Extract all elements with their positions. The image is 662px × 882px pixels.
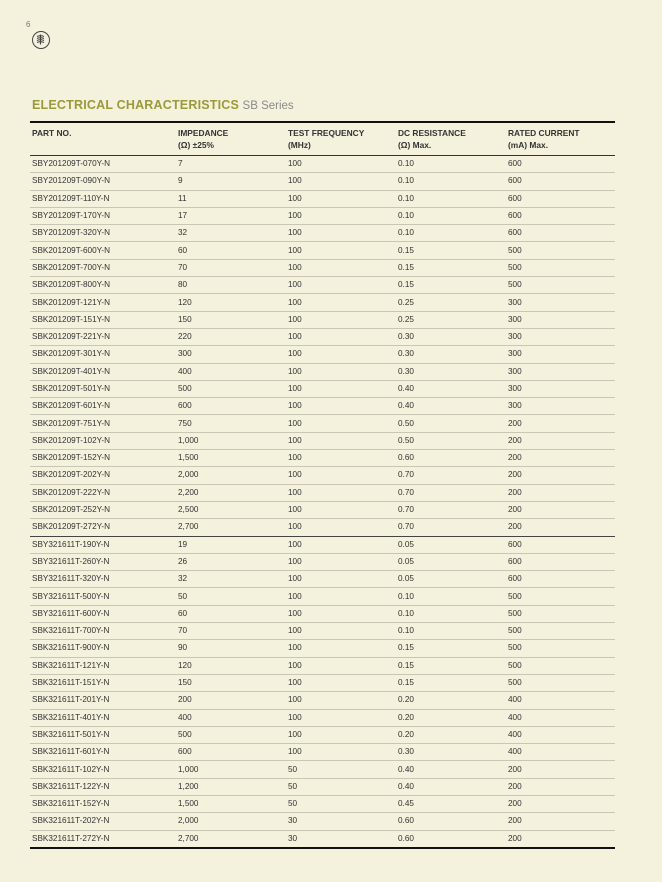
part-no-cell: SBK321611T-201Y-N [30, 692, 176, 709]
impedance-cell: 500 [176, 380, 286, 397]
test-frequency-cell: 100 [286, 657, 396, 674]
rated-current-cell: 500 [506, 674, 615, 691]
test-frequency-cell: 100 [286, 484, 396, 501]
dc-resistance-cell: 0.70 [396, 467, 506, 484]
test-frequency-cell: 100 [286, 415, 396, 432]
header-line2: (Ω) Max. [398, 140, 432, 150]
rated-current-cell: 400 [506, 692, 615, 709]
part-no-cell: SBK321611T-102Y-N [30, 761, 176, 778]
dc-resistance-cell: 0.20 [396, 726, 506, 743]
table-row [30, 225, 615, 242]
rated-current-cell: 600 [506, 571, 615, 588]
impedance-cell: 70 [176, 259, 286, 276]
impedance-cell: 60 [176, 605, 286, 622]
test-frequency-cell: 100 [286, 207, 396, 224]
dc-resistance-cell: 0.50 [396, 432, 506, 449]
rated-current-cell: 200 [506, 830, 615, 848]
dc-resistance-cell: 0.10 [396, 173, 506, 190]
part-no-cell: SBK201209T-102Y-N [30, 432, 176, 449]
rated-current-cell: 600 [506, 536, 615, 553]
table-row [30, 156, 615, 173]
table-row [30, 484, 615, 501]
header-line1: IMPEDANCE [178, 128, 229, 138]
test-frequency-cell: 100 [286, 692, 396, 709]
table-row [30, 294, 615, 311]
header-line2: (MHz) [288, 140, 311, 150]
table-row [30, 640, 615, 657]
rated-current-cell: 300 [506, 311, 615, 328]
impedance-cell: 600 [176, 744, 286, 761]
part-no-cell: SBK201209T-152Y-N [30, 450, 176, 467]
part-no-cell: SBK321611T-152Y-N [30, 795, 176, 812]
table-row [30, 605, 615, 622]
test-frequency-cell: 100 [286, 674, 396, 691]
rated-current-cell: 500 [506, 640, 615, 657]
part-no-header [30, 122, 176, 156]
impedance-cell: 19 [176, 536, 286, 553]
dc-resistance-cell: 0.20 [396, 692, 506, 709]
dc-resistance-cell: 0.05 [396, 553, 506, 570]
dc-resistance-cell: 0.10 [396, 156, 506, 173]
impedance-cell: 32 [176, 225, 286, 242]
part-no-cell: SBK201209T-751Y-N [30, 415, 176, 432]
dc-resistance-cell: 0.15 [396, 657, 506, 674]
part-no-cell: SBY321611T-260Y-N [30, 553, 176, 570]
header-line1: RATED CURRENT [508, 128, 580, 138]
test-frequency-cell: 100 [286, 346, 396, 363]
impedance-cell: 200 [176, 692, 286, 709]
test-frequency-header [286, 122, 396, 156]
test-frequency-cell: 100 [286, 259, 396, 276]
test-frequency-cell: 100 [286, 432, 396, 449]
rated-current-cell: 300 [506, 346, 615, 363]
part-no-cell: SBK321611T-272Y-N [30, 830, 176, 848]
impedance-cell: 32 [176, 571, 286, 588]
rated-current-cell: 600 [506, 156, 615, 173]
part-no-cell: SBK201209T-121Y-N [30, 294, 176, 311]
dc-resistance-cell: 0.40 [396, 398, 506, 415]
rated-current-cell: 600 [506, 553, 615, 570]
dc-resistance-cell: 0.45 [396, 795, 506, 812]
impedance-cell: 120 [176, 294, 286, 311]
test-frequency-cell: 100 [286, 501, 396, 518]
dc-resistance-header [396, 122, 506, 156]
impedance-header [176, 122, 286, 156]
part-no-cell: SBK321611T-700Y-N [30, 623, 176, 640]
table-row [30, 207, 615, 224]
impedance-cell: 70 [176, 623, 286, 640]
impedance-cell: 2,000 [176, 467, 286, 484]
dc-resistance-cell: 0.15 [396, 640, 506, 657]
impedance-cell: 50 [176, 588, 286, 605]
dc-resistance-cell: 0.20 [396, 709, 506, 726]
electrical-characteristics-table [30, 121, 615, 849]
dc-resistance-cell: 0.60 [396, 830, 506, 848]
impedance-cell: 2,200 [176, 484, 286, 501]
rated-current-cell: 200 [506, 761, 615, 778]
part-no-cell: SBK321611T-121Y-N [30, 657, 176, 674]
table-row [30, 173, 615, 190]
table-row [30, 536, 615, 553]
impedance-cell: 11 [176, 190, 286, 207]
impedance-cell: 150 [176, 311, 286, 328]
part-no-cell: SBY201209T-320Y-N [30, 225, 176, 242]
logo-icon [32, 31, 50, 49]
test-frequency-cell: 100 [286, 623, 396, 640]
impedance-cell: 60 [176, 242, 286, 259]
table-row [30, 761, 615, 778]
test-frequency-cell: 100 [286, 605, 396, 622]
impedance-cell: 1,000 [176, 432, 286, 449]
dc-resistance-cell: 0.15 [396, 242, 506, 259]
part-no-cell: SBK321611T-202Y-N [30, 813, 176, 830]
part-no-cell: SBK201209T-600Y-N [30, 242, 176, 259]
part-no-cell: SBK201209T-272Y-N [30, 519, 176, 536]
rated-current-cell: 200 [506, 813, 615, 830]
table-row [30, 259, 615, 276]
impedance-cell: 2,000 [176, 813, 286, 830]
test-frequency-cell: 100 [286, 242, 396, 259]
test-frequency-cell: 30 [286, 813, 396, 830]
rated-current-cell: 600 [506, 225, 615, 242]
dc-resistance-cell: 0.15 [396, 259, 506, 276]
dc-resistance-cell: 0.60 [396, 450, 506, 467]
rated-current-cell: 500 [506, 259, 615, 276]
rated-current-cell: 200 [506, 450, 615, 467]
test-frequency-cell: 30 [286, 830, 396, 848]
part-no-cell: SBK201209T-301Y-N [30, 346, 176, 363]
impedance-cell: 17 [176, 207, 286, 224]
impedance-cell: 150 [176, 674, 286, 691]
impedance-cell: 2,500 [176, 501, 286, 518]
part-no-cell: SBK201209T-501Y-N [30, 380, 176, 397]
impedance-cell: 400 [176, 709, 286, 726]
test-frequency-cell: 100 [286, 536, 396, 553]
table-row [30, 398, 615, 415]
test-frequency-cell: 100 [286, 553, 396, 570]
rated-current-cell: 200 [506, 519, 615, 536]
impedance-cell: 9 [176, 173, 286, 190]
part-no-cell: SBK201209T-401Y-N [30, 363, 176, 380]
part-no-cell: SBK201209T-222Y-N [30, 484, 176, 501]
test-frequency-cell: 100 [286, 640, 396, 657]
table-row [30, 432, 615, 449]
part-no-cell: SBY201209T-090Y-N [30, 173, 176, 190]
rated-current-cell: 500 [506, 242, 615, 259]
dc-resistance-cell: 0.10 [396, 207, 506, 224]
table-row [30, 467, 615, 484]
table-header-row [30, 122, 615, 156]
test-frequency-cell: 100 [286, 588, 396, 605]
part-no-cell: SBY321611T-190Y-N [30, 536, 176, 553]
test-frequency-cell: 50 [286, 761, 396, 778]
test-frequency-cell: 100 [286, 744, 396, 761]
impedance-cell: 120 [176, 657, 286, 674]
rated-current-cell: 200 [506, 432, 615, 449]
test-frequency-cell: 100 [286, 519, 396, 536]
dc-resistance-cell: 0.25 [396, 294, 506, 311]
table-row [30, 795, 615, 812]
table-row [30, 190, 615, 207]
table-row [30, 830, 615, 848]
test-frequency-cell: 100 [286, 571, 396, 588]
table-row [30, 623, 615, 640]
table-row [30, 346, 615, 363]
impedance-cell: 1,500 [176, 795, 286, 812]
dc-resistance-cell: 0.15 [396, 277, 506, 294]
impedance-cell: 1,200 [176, 778, 286, 795]
impedance-cell: 300 [176, 346, 286, 363]
part-no-cell: SBK201209T-700Y-N [30, 259, 176, 276]
dc-resistance-cell: 0.70 [396, 519, 506, 536]
table-row [30, 726, 615, 743]
test-frequency-cell: 100 [286, 709, 396, 726]
test-frequency-cell: 100 [286, 363, 396, 380]
impedance-cell: 1,500 [176, 450, 286, 467]
table-row [30, 657, 615, 674]
part-no-cell: SBY321611T-600Y-N [30, 605, 176, 622]
section-title [32, 98, 294, 112]
dc-resistance-cell: 0.05 [396, 571, 506, 588]
dc-resistance-cell: 0.30 [396, 346, 506, 363]
test-frequency-cell: 100 [286, 380, 396, 397]
header-line2: (Ω) ±25% [178, 140, 214, 150]
rated-current-cell: 400 [506, 709, 615, 726]
header-line1: DC RESISTANCE [398, 128, 466, 138]
rated-current-cell: 500 [506, 657, 615, 674]
impedance-cell: 1,000 [176, 761, 286, 778]
impedance-cell: 90 [176, 640, 286, 657]
dc-resistance-cell: 0.60 [396, 813, 506, 830]
table-row [30, 380, 615, 397]
table-row [30, 311, 615, 328]
dc-resistance-cell: 0.30 [396, 363, 506, 380]
table-row [30, 450, 615, 467]
rated-current-header [506, 122, 615, 156]
dc-resistance-cell: 0.10 [396, 588, 506, 605]
part-no-cell: SBK321611T-151Y-N [30, 674, 176, 691]
rated-current-cell: 200 [506, 415, 615, 432]
header-line1: TEST FREQUENCY [288, 128, 365, 138]
impedance-cell: 7 [176, 156, 286, 173]
table-body [30, 156, 615, 848]
dc-resistance-cell: 0.10 [396, 190, 506, 207]
rated-current-cell: 300 [506, 380, 615, 397]
table-row [30, 744, 615, 761]
dc-resistance-cell: 0.10 [396, 623, 506, 640]
rated-current-cell: 500 [506, 623, 615, 640]
table-row [30, 363, 615, 380]
test-frequency-cell: 100 [286, 328, 396, 345]
table-header [30, 122, 615, 156]
test-frequency-cell: 100 [286, 398, 396, 415]
test-frequency-cell: 100 [286, 294, 396, 311]
rated-current-cell: 600 [506, 190, 615, 207]
table-row [30, 588, 615, 605]
rated-current-cell: 400 [506, 744, 615, 761]
header-line2: (mA) Max. [508, 140, 549, 150]
dc-resistance-cell: 0.50 [396, 415, 506, 432]
part-no-cell: SBY321611T-500Y-N [30, 588, 176, 605]
test-frequency-cell: 100 [286, 467, 396, 484]
part-no-cell: SBY201209T-070Y-N [30, 156, 176, 173]
dc-resistance-cell: 0.10 [396, 225, 506, 242]
test-frequency-cell: 100 [286, 450, 396, 467]
part-no-cell: SBK201209T-202Y-N [30, 467, 176, 484]
dc-resistance-cell: 0.70 [396, 501, 506, 518]
dc-resistance-cell: 0.40 [396, 380, 506, 397]
dc-resistance-cell: 0.25 [396, 311, 506, 328]
part-no-cell: SBK201209T-151Y-N [30, 311, 176, 328]
part-no-cell: SBY201209T-170Y-N [30, 207, 176, 224]
table-row [30, 553, 615, 570]
test-frequency-cell: 100 [286, 156, 396, 173]
table-row [30, 709, 615, 726]
dc-resistance-cell: 0.70 [396, 484, 506, 501]
test-frequency-cell: 50 [286, 795, 396, 812]
test-frequency-cell: 100 [286, 225, 396, 242]
impedance-cell: 750 [176, 415, 286, 432]
dc-resistance-cell: 0.15 [396, 674, 506, 691]
impedance-cell: 400 [176, 363, 286, 380]
part-no-cell: SBK201209T-221Y-N [30, 328, 176, 345]
rated-current-cell: 500 [506, 588, 615, 605]
rated-current-cell: 400 [506, 726, 615, 743]
dc-resistance-cell: 0.40 [396, 761, 506, 778]
impedance-cell: 600 [176, 398, 286, 415]
header-line1: PART NO. [32, 128, 72, 138]
test-frequency-cell: 100 [286, 277, 396, 294]
test-frequency-cell: 100 [286, 190, 396, 207]
table-row [30, 674, 615, 691]
table-row [30, 415, 615, 432]
part-no-cell: SBK201209T-601Y-N [30, 398, 176, 415]
part-no-cell: SBY321611T-320Y-N [30, 571, 176, 588]
part-no-cell: SBK321611T-601Y-N [30, 744, 176, 761]
test-frequency-cell: 100 [286, 173, 396, 190]
part-no-cell: SBK201209T-252Y-N [30, 501, 176, 518]
table-row [30, 501, 615, 518]
part-no-cell: SBK321611T-401Y-N [30, 709, 176, 726]
table-row [30, 519, 615, 536]
dc-resistance-cell: 0.30 [396, 328, 506, 345]
impedance-cell: 2,700 [176, 519, 286, 536]
rated-current-cell: 200 [506, 795, 615, 812]
table-row [30, 813, 615, 830]
table-row [30, 778, 615, 795]
impedance-cell: 220 [176, 328, 286, 345]
table-row [30, 692, 615, 709]
dc-resistance-cell: 0.30 [396, 744, 506, 761]
dc-resistance-cell: 0.05 [396, 536, 506, 553]
dc-resistance-cell: 0.10 [396, 605, 506, 622]
part-no-cell: SBK321611T-501Y-N [30, 726, 176, 743]
impedance-cell: 500 [176, 726, 286, 743]
impedance-cell: 2,700 [176, 830, 286, 848]
dc-resistance-cell: 0.40 [396, 778, 506, 795]
rated-current-cell: 500 [506, 277, 615, 294]
part-no-cell: SBK321611T-900Y-N [30, 640, 176, 657]
rated-current-cell: 300 [506, 398, 615, 415]
rated-current-cell: 200 [506, 778, 615, 795]
section-title-main: ELECTRICAL CHARACTERISTICS [32, 98, 240, 112]
test-frequency-cell: 50 [286, 778, 396, 795]
rated-current-cell: 600 [506, 173, 615, 190]
rated-current-cell: 200 [506, 467, 615, 484]
table-row [30, 277, 615, 294]
part-no-cell: SBK321611T-122Y-N [30, 778, 176, 795]
impedance-cell: 80 [176, 277, 286, 294]
rated-current-cell: 300 [506, 363, 615, 380]
rated-current-cell: 300 [506, 294, 615, 311]
impedance-cell: 26 [176, 553, 286, 570]
table-row [30, 242, 615, 259]
test-frequency-cell: 100 [286, 726, 396, 743]
test-frequency-cell: 100 [286, 311, 396, 328]
rated-current-cell: 500 [506, 605, 615, 622]
section-title-sub: SB Series [242, 100, 294, 112]
rated-current-cell: 200 [506, 501, 615, 518]
rated-current-cell: 600 [506, 207, 615, 224]
part-no-cell: SBK201209T-800Y-N [30, 277, 176, 294]
part-no-cell: SBY201209T-110Y-N [30, 190, 176, 207]
rated-current-cell: 300 [506, 328, 615, 345]
rated-current-cell: 200 [506, 484, 615, 501]
page-number: 6 [26, 20, 31, 29]
table-row [30, 328, 615, 345]
table-row [30, 571, 615, 588]
